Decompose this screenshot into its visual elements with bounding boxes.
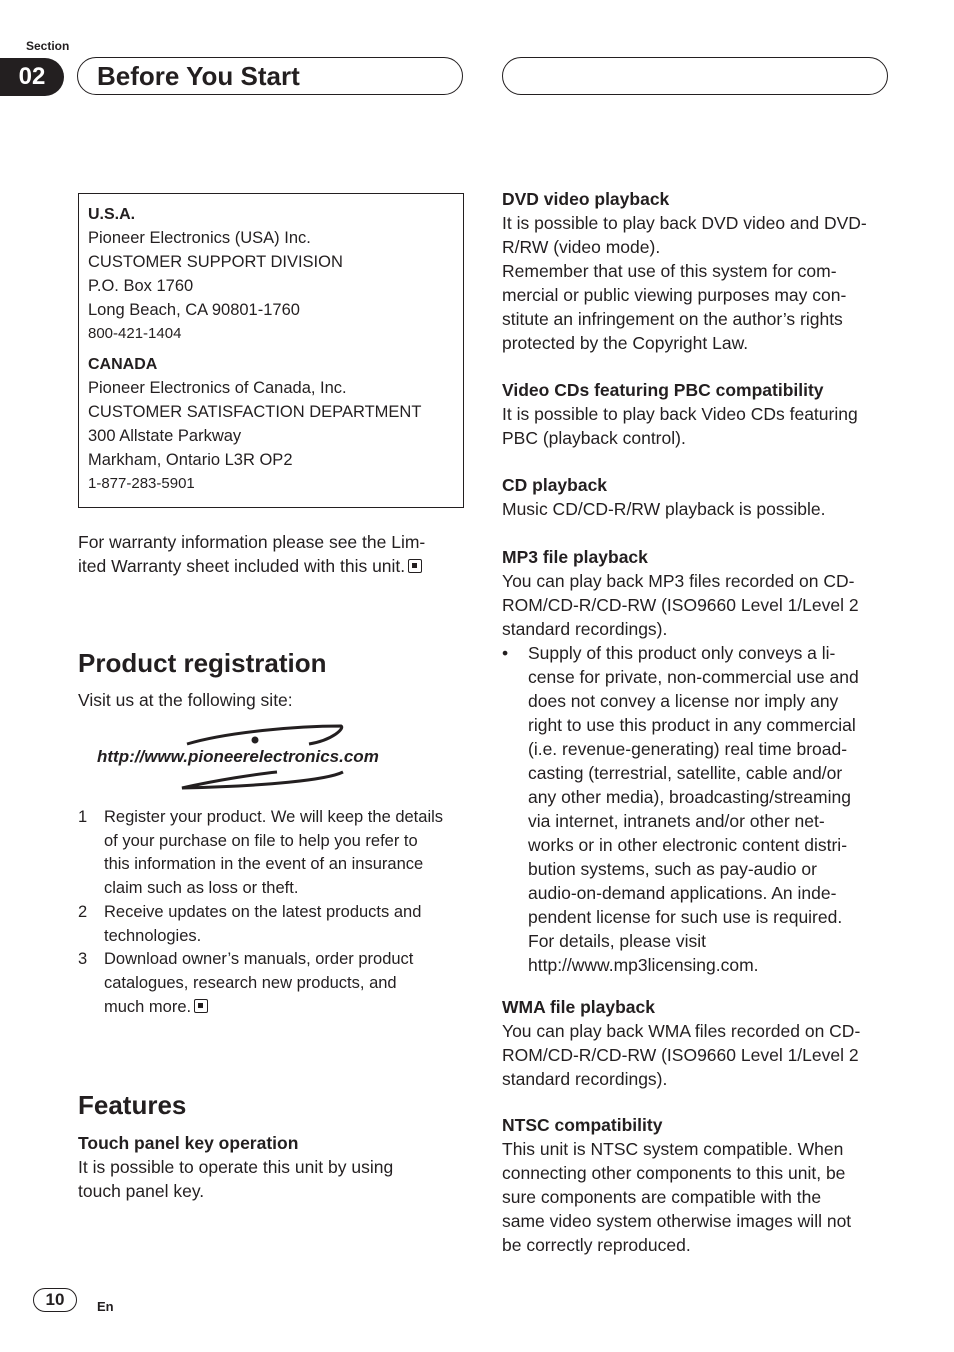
address-line: Long Beach, CA 90801-1760: [88, 301, 300, 319]
end-mark-icon: [194, 999, 208, 1013]
address-country-usa: U.S.A.: [88, 206, 136, 223]
end-mark-icon: [408, 559, 422, 573]
list-item: 1 Register your product. We will keep the details of your purchase on file to help you refer to this information in the event of an insurance claim such as loss or theft.: [78, 808, 444, 898]
page-title: Before You Start: [97, 61, 300, 91]
address-line: CUSTOMER SUPPORT DIVISION: [88, 253, 343, 271]
feature-mp3-playback: MP3 file playback You can play back MP3 files recorded on CD- ROM/CD-R/CD-RW (ISO9660 Level 1/Level 2 standard recordings). • Supply of this product only conveys a li- cense for private, non-commercial use and does not convey a license nor imply any right to use this product in any commercial (i.e. revenue-generating) real time broad- casting (terrestrial, satellite, cable and/or any other media), broadcasting/streaming via internet, intranets and/or other net- works or in other electronic content distri- bution systems, such as pay-audio or audio-on-demand applications. An inde- pendent license for such use is required. For details, please visit http://www.mp3licensing.com.: [502, 545, 894, 977]
mp3-licensing-link[interactable]: http://www.mp3licensing.com.: [528, 955, 759, 975]
registration-intro: Visit us at the following site:: [78, 690, 293, 710]
list-item: 3 Download owner’s manuals, order product catalogues, research new products, and much more.: [78, 950, 414, 1016]
language-code: En: [97, 1299, 114, 1314]
address-phone-canada: 1-877-283-5901: [88, 475, 195, 492]
header-empty-frame: [502, 57, 888, 95]
address-line: P.O. Box 1760: [88, 277, 194, 295]
pioneer-url-logo[interactable]: [97, 722, 457, 794]
address-line: CUSTOMER SATISFACTION DEPARTMENT: [88, 403, 422, 421]
registration-url[interactable]: http://www.pioneerelectronics.com: [97, 747, 379, 766]
mp3-license-note: • Supply of this product only conveys a li- cense for private, non-commercial use and does not convey a license nor imply any right to use this product in any commercial (i.e. revenue-generating) real time broad- casting (terrestrial, satellite, cable and/or any other media), broadcasting/streaming via internet, intranets and/or other net- works or in other electronic content distri- bution systems, such as pay-audio or audio-on-demand applications. An inde- pendent license for such use is required. For details, please visit http://www.mp3licensing.com.: [502, 641, 894, 977]
address-line: Markham, Ontario L3R OP2: [88, 451, 293, 469]
feature-ntsc: NTSC compatibility This unit is NTSC system compatible. When connecting other components to this unit, be sure components are compatible with the same video system otherwise images will not be correctly reproduced.: [502, 1115, 852, 1255]
address-line: 300 Allstate Parkway: [88, 427, 242, 445]
registration-benefits-list: [78, 806, 468, 1019]
page-number: 10: [33, 1288, 77, 1312]
features-heading: Features: [78, 1090, 187, 1120]
section-number-badge: 02: [0, 58, 64, 96]
list-item: 2 Receive updates on the latest products and technologies.: [78, 902, 422, 945]
feature-video-cd: Video CDs featuring PBC compatibility It is possible to play back Video CDs featuring PBC (playback control).: [502, 380, 858, 448]
feature-wma-playback: WMA file playback You can play back WMA files recorded on CD- ROM/CD-R/CD-RW (ISO9660 Level 1/Level 2 standard recordings).: [502, 997, 861, 1089]
product-registration-heading: Product registration: [78, 648, 327, 678]
address-line: Pioneer Electronics of Canada, Inc.: [88, 379, 347, 397]
address-phone-usa: 800-421-1404: [88, 325, 182, 342]
feature-dvd-playback: DVD video playback It is possible to play back DVD video and DVD- R/RW (video mode). Remember that use of this system for com- mercial or public viewing purposes may con- stitute an infringement on the author’s rights protected by the Copyright Law.: [502, 189, 867, 353]
warranty-note: For warranty information please see the Lim- ited Warranty sheet included with this unit.: [78, 532, 426, 576]
address-line: Pioneer Electronics (USA) Inc.: [88, 229, 311, 247]
address-country-canada: CANADA: [88, 356, 158, 373]
feature-touch-panel: Touch panel key operation It is possible to operate this unit by using touch panel key.: [78, 1133, 394, 1201]
contact-address-box: [78, 193, 464, 508]
section-label: Section: [26, 39, 70, 53]
feature-cd-playback: CD playback Music CD/CD-R/RW playback is possible.: [502, 475, 826, 519]
